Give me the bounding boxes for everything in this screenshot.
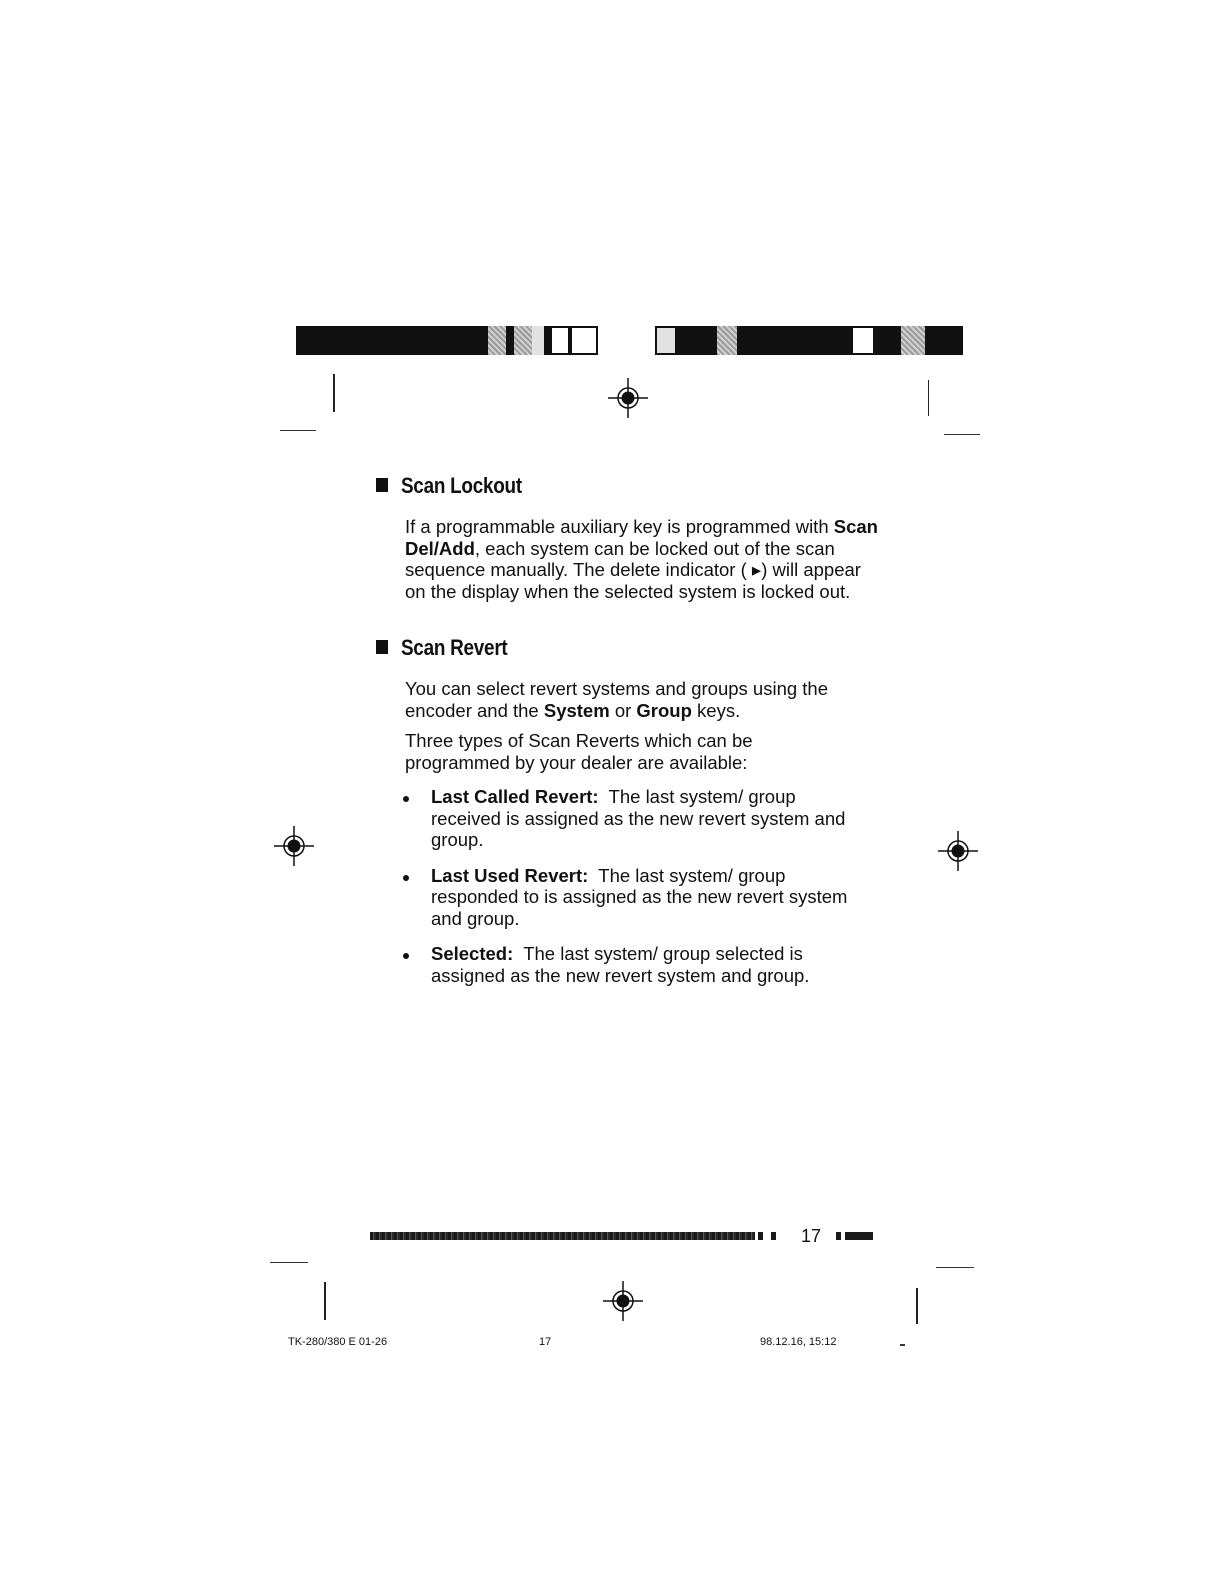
paragraph: Three types of Scan Reverts which can be programmed by your dealer are available: bbox=[405, 730, 753, 773]
top-color-bar-left bbox=[296, 326, 598, 355]
footer-page: 17 bbox=[539, 1336, 552, 1348]
bullet-dot-icon bbox=[403, 796, 409, 802]
bullet-list bbox=[400, 786, 870, 1000]
page-number-bar bbox=[370, 1232, 755, 1240]
crop-mark-top-right-h bbox=[944, 434, 980, 435]
timestamp: 98.12.16, 15:12 bbox=[760, 1336, 837, 1348]
page-number-bar-block bbox=[836, 1232, 841, 1240]
doc-code: TK-280/380 E 01-26 bbox=[288, 1336, 388, 1348]
bullet-dot-icon bbox=[403, 953, 409, 959]
crop-mark-top-left bbox=[333, 374, 335, 412]
crop-mark-top-right bbox=[928, 380, 929, 416]
section-heading: Scan Lockout bbox=[376, 473, 522, 499]
bullet-dot-icon bbox=[403, 875, 409, 881]
page-number-bar-block bbox=[845, 1232, 873, 1240]
registration-mark-icon bbox=[608, 378, 648, 418]
crop-mark-bottom-right-h bbox=[936, 1267, 974, 1268]
delete-indicator-icon: ▸ bbox=[751, 559, 762, 580]
square-bullet-icon bbox=[376, 478, 388, 492]
crop-mark-bottom-left-h bbox=[270, 1262, 308, 1263]
square-bullet-icon bbox=[376, 640, 388, 654]
paragraph: You can select revert systems and groups using the encoder and the System or Group keys. bbox=[405, 678, 828, 721]
list-item: Selected: The last system/ group selected is assigned as the new revert system and group. bbox=[400, 943, 870, 986]
list-item: Last Called Revert: The last system/ group received is assigned as the new revert system and group. bbox=[400, 786, 870, 851]
paragraph: If a programmable auxiliary key is programmed with Scan Del/Add, each system can be locked out of the scan sequence manually. The delete indicator ( ▸) will appear on the display when the selected system is locked out. bbox=[405, 516, 878, 602]
page-number: 17 bbox=[801, 1226, 822, 1246]
footer-dash bbox=[900, 1344, 905, 1346]
registration-mark-icon bbox=[603, 1281, 643, 1321]
top-color-bar-right bbox=[655, 326, 963, 355]
registration-mark-icon bbox=[274, 826, 314, 866]
crop-mark-bottom-right bbox=[916, 1288, 918, 1324]
section-heading: Scan Revert bbox=[376, 635, 507, 661]
registration-mark-icon bbox=[938, 831, 978, 871]
list-item: Last Used Revert: The last system/ group responded to is assigned as the new revert system and group. bbox=[400, 865, 870, 930]
crop-mark-top-left-h bbox=[280, 430, 316, 431]
page-number-bar-block bbox=[771, 1232, 776, 1240]
crop-mark-bottom-left bbox=[324, 1282, 326, 1320]
page-number-bar-block bbox=[758, 1232, 763, 1240]
